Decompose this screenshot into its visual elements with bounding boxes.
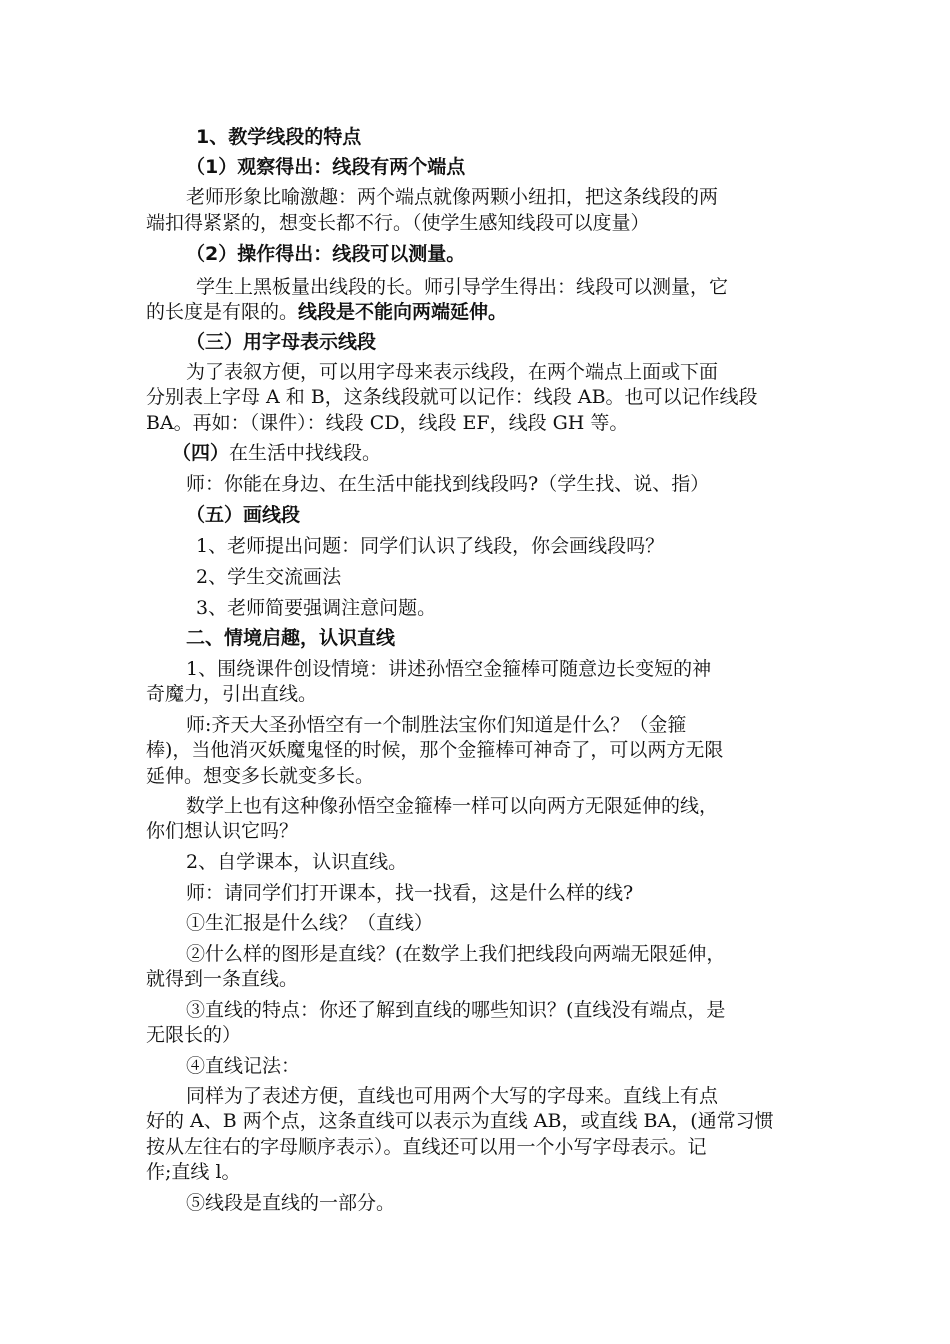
paragraph-line: 师：请同学们打开课本，找一找看，这是什么样的线? (186, 882, 634, 904)
subsection-heading: （2）操作得出：线段可以测量。 (186, 243, 466, 265)
section-heading: 二、情境启趣，认识直线 (186, 627, 396, 649)
paragraph-line: 老师形象比喻激趣：两个端点就像两颗小纽扣，把这条线段的两 (186, 186, 719, 208)
list-item: 1、老师提出问题：同学们认识了线段，你会画线段吗？ (196, 535, 665, 557)
heading-text: 在生活中找线段。 (229, 442, 382, 464)
subsection-heading (172, 440, 381, 466)
paragraph-line: 奇魔力，引出直线。 (146, 683, 318, 705)
subsection-heading: （五）画线段 (186, 504, 301, 526)
paragraph-line: 端扣得紧紧的，想变长都不行。（使学生感知线段可以度量） (146, 212, 650, 234)
paragraph-line: BA。再如：（课件）：线段 CD，线段 EF，线段 GH 等。 (146, 412, 629, 434)
paragraph-text: 的长度是有限的。 (146, 301, 299, 323)
list-item: 3、老师简要强调注意问题。 (196, 597, 437, 619)
emphasis-text: 线段是不能向两端延伸。 (298, 301, 508, 323)
paragraph-line: 按从左往右的字母顺序表示）。直线还可以用一个小写字母表示。记 (146, 1136, 707, 1158)
paragraph-line: 你们想认识它吗？ (146, 820, 299, 842)
paragraph-line: 就得到一条直线。 (146, 968, 299, 990)
paragraph-line: 2、自学课本，认识直线。 (186, 851, 408, 873)
paragraph-line: ⑤线段是直线的一部分。 (186, 1192, 396, 1214)
paragraph-line: 好的 A、B 两个点，这条直线可以表示为直线 AB，或直线 BA，(通常习惯 (146, 1110, 774, 1132)
paragraph-line: 棒)，当他消灭妖魔鬼怪的时候，那个金箍棒可神奇了，可以两方无限 (146, 739, 724, 761)
list-item: 2、学生交流画法 (196, 566, 342, 588)
subsection-heading: （三）用字母表示线段 (186, 331, 377, 353)
section-heading: 1、教学线段的特点 (196, 126, 362, 148)
paragraph-line: 延伸。想变多长就变多长。 (146, 765, 375, 787)
heading-number: （四） (172, 442, 230, 464)
paragraph-line: 分别表上字母 A 和 B，这条线段就可以记作：线段 AB。也可以记作线段 (146, 386, 758, 408)
paragraph-line: 无限长的） (146, 1024, 242, 1046)
subsection-heading: （1）观察得出：线段有两个端点 (186, 156, 466, 178)
paragraph-line: ②什么样的图形是直线？(在数学上我们把线段向两端无限延伸， (186, 943, 726, 965)
paragraph-line: 1、围绕课件创设情境：讲述孙悟空金箍棒可随意边长变短的神 (186, 658, 712, 680)
paragraph-line: 为了表叙方便，可以用字母来表示线段，在两个端点上面或下面 (186, 361, 719, 383)
paragraph-line: 同样为了表述方便，直线也可用两个大写的字母来。直线上有点 (186, 1085, 719, 1107)
paragraph-line: ④直线记法： (186, 1055, 301, 1077)
paragraph-line (146, 299, 507, 325)
paragraph-line: 学生上黑板量出线段的长。师引导学生得出：线段可以测量，它 (196, 276, 729, 298)
paragraph-line: 数学上也有这种像孙悟空金箍棒一样可以向两方无限延伸的线， (186, 795, 719, 817)
paragraph-line: 师:齐天大圣孙悟空有一个制胜法宝你们知道是什么？（金箍 (186, 714, 687, 736)
paragraph-line: ③直线的特点：你还了解到直线的哪些知识？(直线没有端点，是 (186, 999, 726, 1021)
paragraph-line: ①生汇报是什么线？（直线） (186, 912, 434, 934)
paragraph-line: 师：你能在身边、在生活中能找到线段吗?（学生找、说、指） (186, 473, 710, 495)
paragraph-line: 作;直线 l。 (146, 1161, 241, 1183)
